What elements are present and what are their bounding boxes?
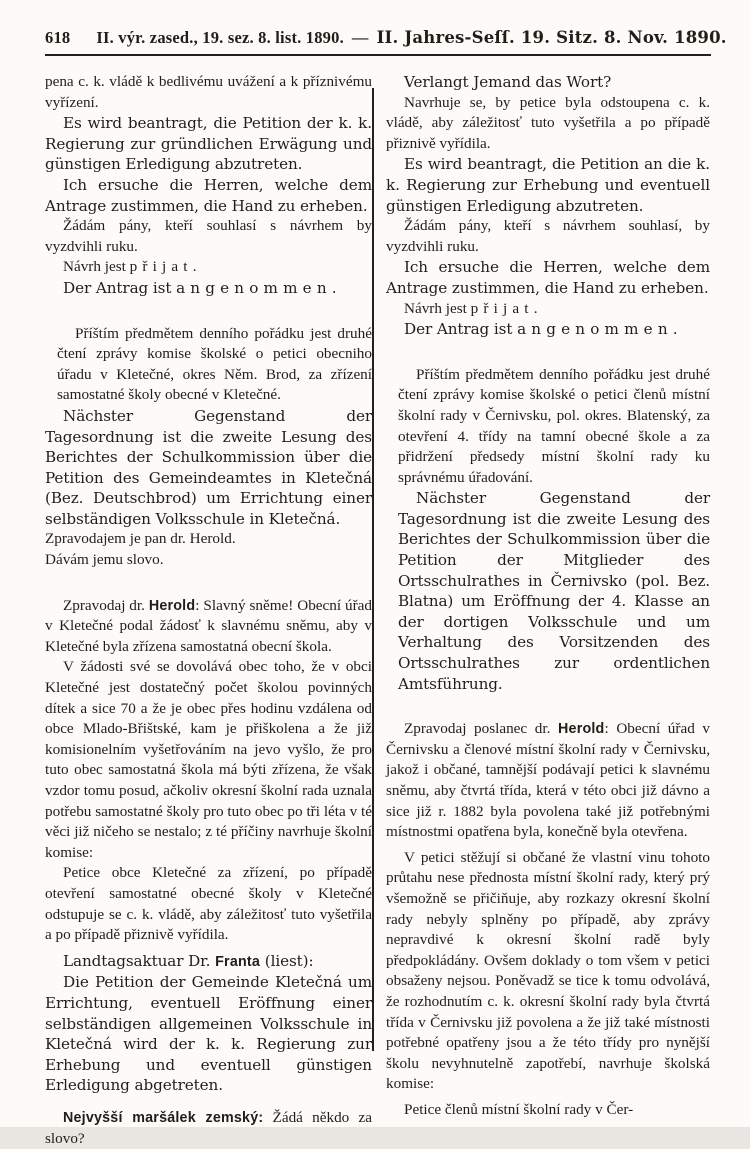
text-segment: . [331, 278, 337, 297]
text-segment: Verlangt Jemand das Wort? [404, 73, 612, 91]
paragraph [386, 365, 710, 489]
paragraph [45, 113, 372, 175]
paragraph [386, 216, 710, 257]
text-segment: . [533, 299, 538, 317]
right-column [386, 72, 711, 1118]
paragraph [386, 848, 710, 1095]
header-separator: — [351, 28, 369, 47]
paragraph [45, 257, 372, 278]
paragraph [45, 1108, 372, 1149]
text-segment: angenommen [517, 320, 673, 339]
paragraph [386, 1100, 710, 1121]
paragraph [386, 299, 710, 320]
text-segment: Zpravodaj dr. [63, 596, 149, 614]
text-segment: Návrh jest [404, 299, 471, 317]
emphasized-name: Nejvyšší maršálek zemský: [63, 1109, 264, 1126]
paragraph [386, 719, 710, 843]
text-segment: Nächster Gegenstand der Tagesordnung ist die zweite Lesung des Berichtes der Schulkommission über die Petition des Gemeindeamtes in Kletečná (Bez. Deutschbrod) um Errichtung einer selbständigen Volksschule in Kletečná. [45, 406, 372, 528]
text-segment: : Obecní úřad v Černivsku a členové místní školní rady v Černivsku, jakož i občané, tamnější podávají petici k slavnému sněmu, aby čtvrtá třída, která v této obci již dávno a sice již r. 1882 byla povolena také již potřebnými místnostmi opatřena byla, konečně byla otevřena. [386, 720, 711, 841]
text-segment: Nächster Gegenstand der Tagesordnung ist die zweite Lesung des Berichtes der Schulkommission über die Petition der Mitglieder des Ortsschulrathes in Černivsko (pol. Bez. Blatna) um Eröffnung der 4. Klasse an der dortigen Volksschule und um Verhaltung des Vorsitzenden des Ortsschulrathes zur ordentlichen Amtsführung. [398, 489, 710, 693]
text-segment: Es wird beantragt, die Petition der k. k. Regierung zur gründlichen Erwägung und günstigen Erledigung abzutreten. [45, 114, 372, 174]
text-segment: Příštím předmětem denního pořádku jest druhé čtení zprávy komise školské o petici členů místní školní rady v Černivsku, pol. okres. Blatenský, za otevření 4. třídy na tamní obecné škole a za přidržení předsedy místní školní rady ku správnému úřadování. [398, 365, 710, 486]
text-segment: V žádosti své se dovolává obec toho, že v obci Kletečné jest dostatečný počet školou povinných dítek a sice 70 a že je obec přes hodinu vzdálena od obce Mlado-Břištské, kam je přiškolena a že již komisionelním vyšetřováním na jevo vyšlo, že pro tuto obec samostatná škola má býti zřízena, že však vzdor tomu posud, ačkoliv okresní školní rada uznala potřebu samostatné školy pro tuto obec po tři léta v té věci již ničeho se nestalo; z té příčiny navrhuje školní komise: [45, 658, 372, 861]
paragraph [45, 175, 372, 216]
column-divider-rule [372, 88, 374, 1051]
paragraph [386, 488, 710, 694]
paragraph [45, 972, 372, 1096]
text-segment: Der Antrag ist [404, 320, 518, 339]
text-segment: Žádá někdo za slovo? [45, 1108, 373, 1147]
text-segment: Der Antrag ist [63, 278, 177, 297]
paragraph [45, 863, 372, 945]
text-segment: Landtagsaktuar Dr. [63, 951, 216, 970]
text-segment: Zpravodaj poslanec dr. [404, 720, 559, 738]
emphasized-name: Herold [558, 721, 605, 738]
paragraph [45, 216, 372, 257]
paragraph [386, 257, 710, 298]
paragraph [45, 657, 372, 863]
text-segment: Es wird beantragt, die Petition an die k. k. Regierung zur Erhebung und eventuell günstigen Erledigung abzutreten. [386, 155, 710, 215]
paragraph [45, 406, 372, 530]
text-segment: Návrh jest [63, 258, 130, 276]
text-segment: angenommen [176, 278, 332, 297]
text-segment: Petice členů místní školní rady v Čer- [404, 1100, 634, 1118]
header-session-czech: II. výr. zased., 19. sez. 8. list. 1890. [96, 28, 344, 47]
paragraph [45, 278, 372, 299]
paragraph [45, 529, 372, 550]
paragraph [386, 93, 710, 155]
left-column [45, 72, 373, 1147]
header-session-german: II. Jahres-Seſſ. 19. Sitz. 8. Nov. 1890. [376, 28, 727, 47]
text-segment: Příštím předmětem denního pořádku jest druhé čtení zprávy komise školské o petici obecniho úřadu v Kletečné, okres Něm. Brod, za zřízení samostatné školy obecné v Kletečné. [57, 324, 372, 404]
text-segment: (liest): [260, 951, 314, 970]
text-segment: Žádám pány, kteří souhlasí s návrhem by vyzdvihli ruku. [45, 217, 372, 255]
text-segment: Petice obce Kletečné za zřízení, po případě otevření samostatné obecné školy v Kletečné odstupuje se c. k. vládě, aby záležitosť tuto vyšetřila a po případě přiznivě vyřídila. [45, 864, 372, 944]
text-segment: V petici stěžují si občané že vlastní vinu tohoto průtahu nese přednosta místní školní rady, který prý všemožně se přičiňuje, aby rozkazy okresní školní rady nebyly splněny po případě, aby zprávy nepravdivé k okresní školní radě byly předpokládány. Ovšem doklady o tom všem v petici obsaženy nejsou. Poněvadž se tice k tomu odvolává, že rozhodnutím c. k. okresní školní rady byla čtvrtá třída v Černivsku již povolena a že již také místnosti potřebné opatřeny jsou a že této třídy pro nynější školu nevyhnutelně zapotřebí, navrhuje školská komise: [386, 848, 710, 1093]
text-segment: Žádám pány, kteří s návrhem souhlasí, by vyzdvihli ruku. [386, 217, 710, 255]
paragraph [386, 154, 710, 216]
page-number: 618 [45, 28, 71, 47]
text-segment: Ich ersuche die Herren, welche dem Antrage zustimmen, die Hand zu erheben. [45, 175, 372, 215]
text-segment: přijat [129, 258, 193, 276]
text-segment: pena c. k. vládě k bedlivému uvážení a k příznivému vyřízení. [45, 73, 372, 111]
text-segment: Zpravodajem je pan dr. Herold. [45, 530, 236, 548]
text-segment: Ich ersuche die Herren, welche dem Antrage zustimmen, die Hand zu erheben. [386, 258, 710, 297]
paragraph [45, 596, 372, 658]
paragraph [386, 72, 710, 93]
text-segment: . [672, 320, 678, 339]
text-segment: Die Petition der Gemeinde Kletečná um Errichtung, eventuell Eröffnung einer selbständigen allgemeinen Volksschule in Kletečná wird der k. k. Regierung zur Erhebung und eventuell günstigen Erledigung abgetreten. [45, 973, 372, 1095]
page-header [45, 28, 727, 56]
text-segment: . [192, 258, 197, 276]
paragraph [45, 550, 372, 571]
paragraph [386, 319, 710, 340]
text-segment: : Slavný sněme! Obecní úřad v Kletečné podal žádosť k slavnému sněmu, aby v Kletečné byla zřízena samostatná obecní škola. [45, 596, 372, 655]
paragraph [45, 324, 372, 406]
paragraph [45, 951, 372, 973]
text-segment: Dávám jemu slovo. [45, 551, 164, 569]
emphasized-name: Herold [148, 597, 196, 614]
paragraph [45, 72, 372, 113]
emphasized-name: Franta [215, 953, 261, 970]
text-segment: Navrhuje se, by petice byla odstoupena c. k. vládě, aby záležitosť tuto vyšetřila a po případě přiznivě vyřídila. [386, 93, 710, 152]
text-segment: přijat [470, 299, 534, 317]
